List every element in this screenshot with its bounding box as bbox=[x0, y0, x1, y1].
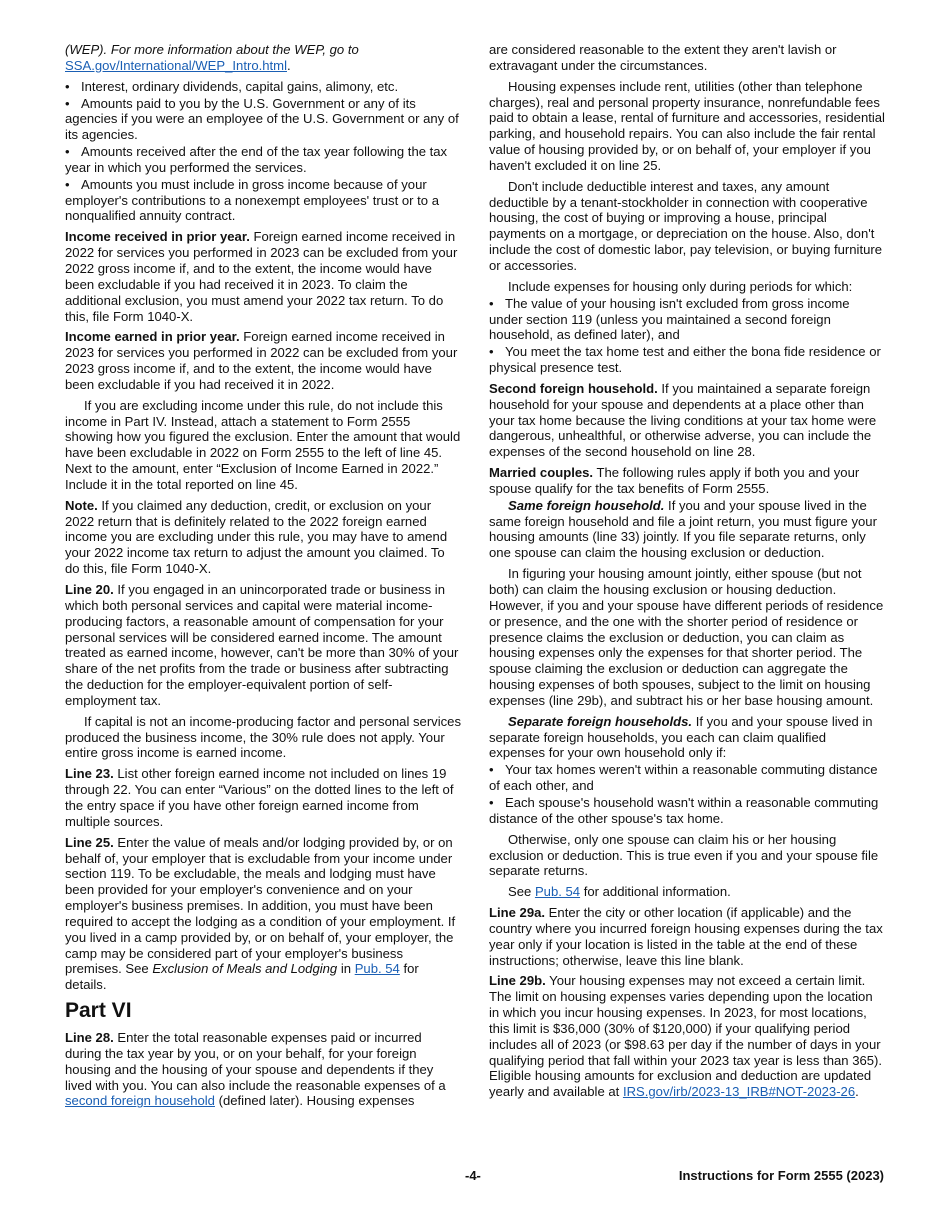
married-couples-paragraph: Married couples. The following rules apply if both you and your spouse qualify for the tax benefits of Form 2555. bbox=[489, 465, 860, 496]
income-received-prior-year: Income received in prior year. Foreign earned income received in 2022 for services you performed in 2023 can be excluded from your 2022 gross income if, and to the extent, the income would have been excludable if you had received it in 2023. To claim the additional exclusion, you must amend your 2022 tax return. To do this, file Form 1040-X. bbox=[65, 229, 458, 324]
income-earned-prior-year: Income earned in prior year. Foreign earned income received in 2023 for services you performed in 2022 can be excluded from your 2023 gross income if, and to the extent, the income would have been excludable if you had received it in 2022. bbox=[65, 329, 458, 392]
periods-list bbox=[489, 296, 885, 376]
list-item: • Amounts paid to you by the U.S. Government or any of its agencies if you were an employee of the U.S. Government or any of its agencies. bbox=[65, 95, 459, 143]
jointly-paragraph: In figuring your housing amount jointly, either spouse (but not both) can claim the housing exclusion or housing deduction. However, if you and your spouse have different periods of residence or presence, and the one with the shorter period of residence or presence claims the exclusion or deduction, you can claim as housing expenses only the expenses for that shorter period. The spouse claiming the exclusion or deduction can aggregate the housing expenses of both spouses, subject to the limit on housing expenses (line 29b), and subtract his or her base housing amount. bbox=[489, 566, 884, 708]
dont-include-paragraph: Don't include deductible interest and taxes, any amount deductible by a tenant-stockholder in connection with cooperative housing, the cost of buying or improving a house, principal payments on a mortgage, or depreciation on the house. Also, don't include the cost of domestic labor, pay television, or buying furniture or accessories. bbox=[489, 178, 883, 273]
otherwise-paragraph: Otherwise, only one spouse can claim his or her housing exclusion or deduction. This is true even if you and your spouse file separate returns. bbox=[489, 831, 879, 879]
same-household-paragraph: Same foreign household. If you and your spouse lived in the same foreign household and file a joint return, you must figure your housing amounts (line 33) jointly. If you file separate returns, only one spouse can claim the housing exclusion or deduction. bbox=[489, 497, 877, 561]
list-item: • Each spouse's household wasn't within a reasonable commuting distance of the other spouse's tax home. bbox=[489, 794, 879, 826]
pub-54-link[interactable]: Pub. 54 bbox=[534, 884, 581, 900]
line-29a-paragraph: Line 29a. Enter the city or other location (if applicable) and the country where you incurred foreign housing expenses during the tax year only if your location is listed in the table at the end of these instructions; otherwise, leave this line blank. bbox=[489, 905, 883, 968]
income-exclusion-list bbox=[65, 79, 461, 225]
left-column bbox=[65, 42, 461, 1114]
line-28-paragraph: Line 28. Enter the total reasonable expenses paid or incurred during the tax year by you, or on your behalf, for your foreign housing and the housing of your spouse and dependents if they lived with you. You can also include the reasonable expenses of a second foreign household (defined later). Housing expenses bbox=[65, 1030, 446, 1109]
line-20-paragraph: Line 20. If you engaged in an unincorporated trade or business in which both personal services and capital were material income-producing factors, a reasonable amount of compensation for your personal services will be considered earned income. The amount treated as earned income, however, can't be more than 30% of your share of the net profits from the trade or business after subtracting the deduction for the employer-equivalent portion of self-employment tax. bbox=[65, 582, 459, 708]
housing-expenses-paragraph: Housing expenses include rent, utilities (other than telephone charges), real and personal property insurance, nonrefundable fees paid to obtain a lease, rental of furniture and accessories, residential parking, and household repairs. You can also include the fair rental value of housing provided by, or on behalf of, your employer if you haven't excluded it on line 25. bbox=[489, 78, 885, 173]
pub-54-link[interactable]: Pub. 54 bbox=[354, 961, 400, 977]
capital-paragraph: If capital is not an income-producing factor and personal services produced the business income, the 30% rule does not apply. Your entire gross income is earned income. bbox=[65, 713, 462, 761]
list-item: • The value of your housing isn't excluded from gross income under section 119 (unless you maintained a second foreign household, as defined later), and bbox=[489, 295, 850, 343]
wep-paragraph: (WEP). For more information about the WEP, go to SSA.gov/International/WEP_Intro.html. bbox=[65, 42, 359, 73]
list-item: • Amounts received after the end of the tax year following the tax year in which you performed the services. bbox=[65, 144, 448, 175]
line-25-paragraph: Line 25. Enter the value of meals and/or lodging provided by, or on behalf of, your employer that is excludable from your income under section 119. To be excludable, the meals and lodging must have been provided for your employer's convenience and on your employer's business premises. In addition, you must have been required to accept the lodging as a condition of your employment. If you lived in a camp provided by, or on behalf of, your employer, the camp may be considered part of your employer's business premises. See Exclusion of Meals and Lodging in Pub. 54 for details. bbox=[65, 834, 456, 993]
second-foreign-household-link[interactable]: second foreign household bbox=[65, 1093, 215, 1109]
right-column bbox=[489, 42, 885, 1105]
separate-households-paragraph: Separate foreign households. If you and your spouse lived in separate foreign households, you each can claim qualified expenses for your own household only if: bbox=[489, 713, 873, 761]
irs-irb-link[interactable]: IRS.gov/irb/2023-13_IRB#NOT-2023-26 bbox=[622, 1084, 856, 1100]
note-paragraph: Note. If you claimed any deduction, credit, or exclusion on your 2022 return that is definitely related to the 2022 foreign earned income you are excluding under this rule, you may have to amend your 2022 income tax return to adjust the amount you claimed. To do this, file Form 1040-X. bbox=[65, 497, 448, 577]
excluding-income-paragraph: If you are excluding income under this rule, do not include this income in Part IV. Instead, attach a statement to Form 2555 showing how you figured the exclusion. Enter the amount that would have been excludable in 2022 on Form 2555 to the left of line 45. Next to the amount, enter “Exclusion of Income Earned in 2022.” Include it in the total reported on line 45. bbox=[65, 397, 461, 492]
line-23-paragraph: Line 23. List other foreign earned income not included on lines 19 through 22. You can enter “Various” on the dotted lines to the left of the entry space if you have other foreign earned income from multiple sources. bbox=[65, 766, 454, 829]
separate-households-list bbox=[489, 762, 885, 826]
list-item: • Amounts you must include in gross income because of your employer's contributions to a nonexempt employees' trust or to a nonqualified annuity contract. bbox=[65, 176, 439, 224]
page-number: -4- bbox=[465, 1168, 481, 1183]
part-vi-heading: Part VI bbox=[65, 999, 132, 1023]
list-item: • Interest, ordinary dividends, capital gains, alimony, etc. bbox=[65, 78, 399, 94]
reasonable-expenses-continued: are considered reasonable to the extent they aren't lavish or extravagant under the circumstances. bbox=[489, 42, 837, 73]
form-title-footer: Instructions for Form 2555 (2023) bbox=[678, 1168, 884, 1183]
list-item: • Your tax homes weren't within a reasonable commuting distance of each other, and bbox=[489, 762, 878, 794]
see-pub-paragraph: See Pub. 54 for additional information. bbox=[508, 884, 731, 900]
wep-link[interactable]: SSA.gov/International/WEP_Intro.html bbox=[65, 57, 287, 73]
line-29b-paragraph: Line 29b. Your housing expenses may not exceed a certain limit. The limit on housing expenses varies depending upon the location in which you incur housing expenses. In 2023, for most locations, this limit is $36,000 (30% of $120,000) if your qualifying period includes all of 2023 (or $98.63 per day if the number of days in your qualifying period that fall within your 2023 tax year is less than 365). Eligible housing amounts for exclusion and deduction are updated yearly and available at IRS.gov/irb/2023-13_IRB#NOT-2023-26. bbox=[489, 973, 883, 1100]
periods-paragraph: Include expenses for housing only during periods for which: bbox=[508, 278, 853, 294]
list-item: • You meet the tax home test and either the bona fide residence or physical presence test. bbox=[489, 344, 881, 376]
second-foreign-household-paragraph: Second foreign household. If you maintained a separate foreign household for your spouse and dependents at a place other than your tax home because the living conditions at your tax home were dangerous, unhealthful, or otherwise adverse, you can include the expenses of the second household on line 28. bbox=[489, 380, 877, 460]
